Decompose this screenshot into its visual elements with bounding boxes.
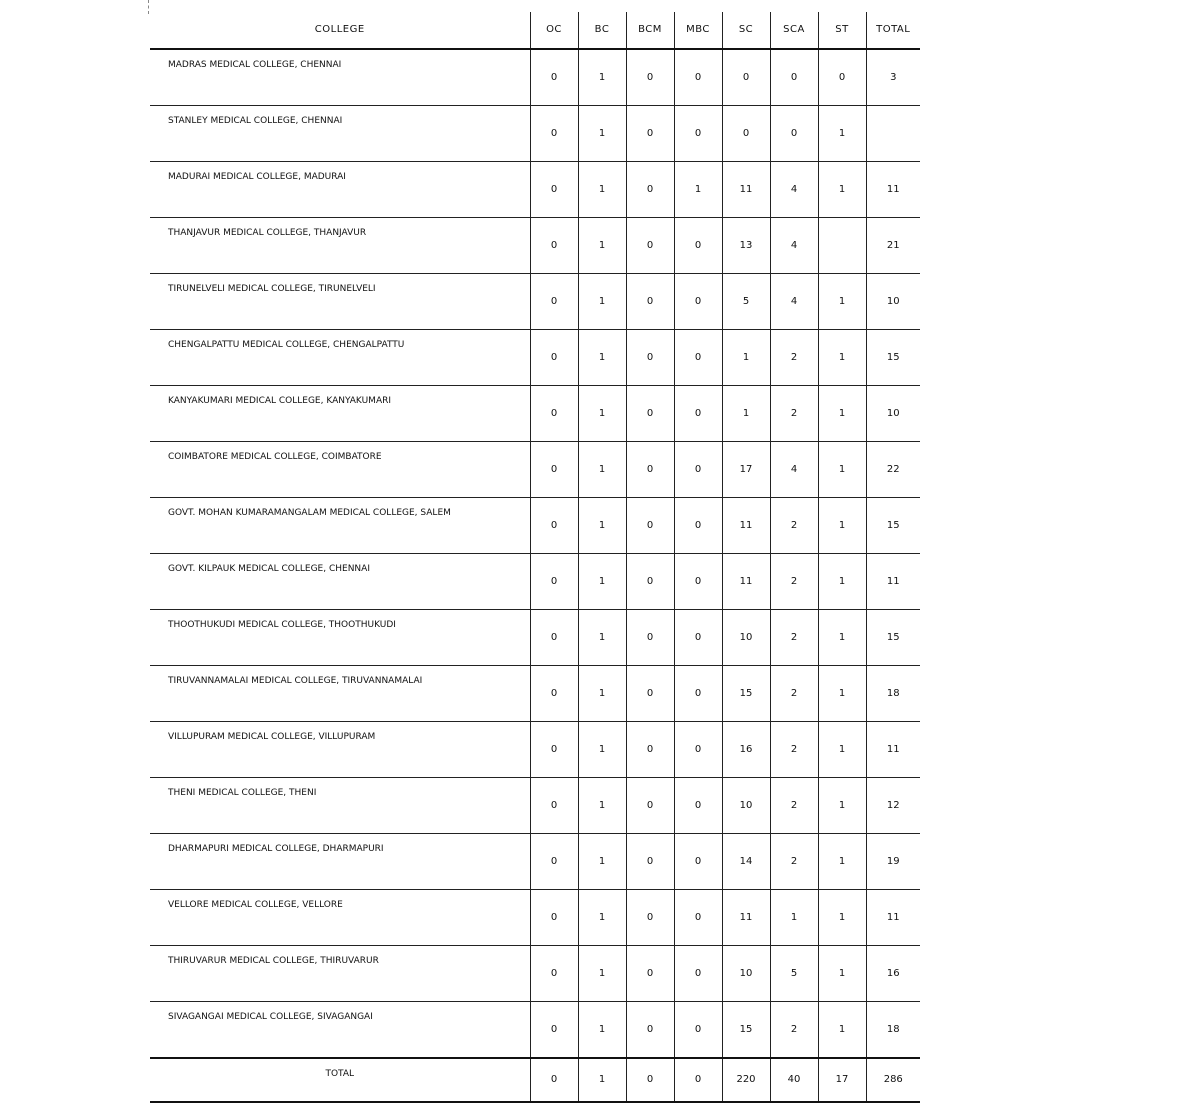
count-cell-oc: 0 xyxy=(530,554,578,610)
count-cell-sc: 11 xyxy=(722,162,770,218)
count-cell-oc: 0 xyxy=(530,330,578,386)
table-row xyxy=(150,1002,920,1059)
count-cell-bc: 1 xyxy=(578,890,626,946)
count-cell-oc: 0 xyxy=(530,666,578,722)
count-cell-oc: 0 xyxy=(530,498,578,554)
count-cell-st: 1 xyxy=(818,1002,866,1059)
count-cell-bcm: 0 xyxy=(626,49,674,106)
column-header-sc: SC xyxy=(722,12,770,49)
count-cell-oc: 0 xyxy=(530,890,578,946)
table-row xyxy=(150,834,920,890)
total-cell-sca: 40 xyxy=(770,1058,818,1102)
reservation-table-sheet xyxy=(150,12,920,1103)
count-cell-total: 12 xyxy=(866,778,920,834)
count-cell-total: 11 xyxy=(866,890,920,946)
count-cell-sc: 11 xyxy=(722,498,770,554)
count-cell-sca: 2 xyxy=(770,722,818,778)
count-cell-mbc: 0 xyxy=(674,554,722,610)
college-name-cell: THOOTHUKUDI MEDICAL COLLEGE, THOOTHUKUDI xyxy=(150,610,530,666)
total-label: TOTAL xyxy=(150,1058,530,1102)
column-header-bc: BC xyxy=(578,12,626,49)
table-row xyxy=(150,386,920,442)
count-cell-mbc: 0 xyxy=(674,834,722,890)
count-cell-sc: 10 xyxy=(722,610,770,666)
count-cell-bc: 1 xyxy=(578,778,626,834)
count-cell-mbc: 0 xyxy=(674,442,722,498)
column-header-college: COLLEGE xyxy=(150,12,530,49)
count-cell-sca: 2 xyxy=(770,610,818,666)
count-cell-mbc: 0 xyxy=(674,386,722,442)
count-cell-bcm: 0 xyxy=(626,1002,674,1059)
column-header-total: TOTAL xyxy=(866,12,920,49)
count-cell-st: 1 xyxy=(818,722,866,778)
count-cell-total: 10 xyxy=(866,386,920,442)
count-cell-sc: 10 xyxy=(722,946,770,1002)
total-cell-st: 17 xyxy=(818,1058,866,1102)
count-cell-bcm: 0 xyxy=(626,554,674,610)
count-cell-sca: 1 xyxy=(770,890,818,946)
college-name-cell: COIMBATORE MEDICAL COLLEGE, COIMBATORE xyxy=(150,442,530,498)
count-cell-sca: 2 xyxy=(770,498,818,554)
total-cell-bcm: 0 xyxy=(626,1058,674,1102)
count-cell-sca: 2 xyxy=(770,666,818,722)
count-cell-oc: 0 xyxy=(530,386,578,442)
count-cell-bcm: 0 xyxy=(626,330,674,386)
count-cell-st: 1 xyxy=(818,610,866,666)
count-cell-mbc: 0 xyxy=(674,498,722,554)
table-row xyxy=(150,554,920,610)
count-cell-total: 18 xyxy=(866,666,920,722)
college-name-cell: MADRAS MEDICAL COLLEGE, CHENNAI xyxy=(150,49,530,106)
count-cell-oc: 0 xyxy=(530,1002,578,1059)
count-cell-st: 1 xyxy=(818,778,866,834)
total-cell-total: 286 xyxy=(866,1058,920,1102)
count-cell-st: 1 xyxy=(818,162,866,218)
count-cell-bc: 1 xyxy=(578,946,626,1002)
count-cell-sc: 14 xyxy=(722,834,770,890)
count-cell-bcm: 0 xyxy=(626,946,674,1002)
count-cell-bc: 1 xyxy=(578,610,626,666)
count-cell-bcm: 0 xyxy=(626,218,674,274)
count-cell-total: 22 xyxy=(866,442,920,498)
college-name-cell: VILLUPURAM MEDICAL COLLEGE, VILLUPURAM xyxy=(150,722,530,778)
count-cell-st: 1 xyxy=(818,386,866,442)
total-cell-oc: 0 xyxy=(530,1058,578,1102)
count-cell-bcm: 0 xyxy=(626,106,674,162)
college-name-cell: KANYAKUMARI MEDICAL COLLEGE, KANYAKUMARI xyxy=(150,386,530,442)
count-cell-sca: 2 xyxy=(770,330,818,386)
table-row xyxy=(150,666,920,722)
count-cell-oc: 0 xyxy=(530,946,578,1002)
count-cell-st: 1 xyxy=(818,442,866,498)
count-cell-mbc: 0 xyxy=(674,778,722,834)
count-cell-total: 15 xyxy=(866,330,920,386)
column-header-oc: OC xyxy=(530,12,578,49)
count-cell-oc: 0 xyxy=(530,834,578,890)
table-row xyxy=(150,498,920,554)
count-cell-sc: 15 xyxy=(722,666,770,722)
count-cell-bc: 1 xyxy=(578,498,626,554)
count-cell-mbc: 0 xyxy=(674,890,722,946)
count-cell-sca: 4 xyxy=(770,218,818,274)
count-cell-sc: 10 xyxy=(722,778,770,834)
count-cell-mbc: 1 xyxy=(674,162,722,218)
count-cell-st: 1 xyxy=(818,946,866,1002)
count-cell-sc: 11 xyxy=(722,554,770,610)
college-name-cell: THANJAVUR MEDICAL COLLEGE, THANJAVUR xyxy=(150,218,530,274)
count-cell-mbc: 0 xyxy=(674,722,722,778)
count-cell-bcm: 0 xyxy=(626,834,674,890)
table-row xyxy=(150,722,920,778)
count-cell-sc: 0 xyxy=(722,49,770,106)
table-row xyxy=(150,218,920,274)
count-cell-oc: 0 xyxy=(530,274,578,330)
table-row xyxy=(150,442,920,498)
table-row xyxy=(150,890,920,946)
count-cell-bc: 1 xyxy=(578,49,626,106)
college-name-cell: MADURAI MEDICAL COLLEGE, MADURAI xyxy=(150,162,530,218)
table-row xyxy=(150,162,920,218)
count-cell-sca: 4 xyxy=(770,442,818,498)
count-cell-bc: 1 xyxy=(578,274,626,330)
count-cell-st: 1 xyxy=(818,330,866,386)
college-name-cell: STANLEY MEDICAL COLLEGE, CHENNAI xyxy=(150,106,530,162)
table-row xyxy=(150,946,920,1002)
count-cell-mbc: 0 xyxy=(674,218,722,274)
total-cell-bc: 1 xyxy=(578,1058,626,1102)
count-cell-total xyxy=(866,106,920,162)
count-cell-bcm: 0 xyxy=(626,666,674,722)
count-cell-total: 11 xyxy=(866,162,920,218)
count-cell-bc: 1 xyxy=(578,442,626,498)
count-cell-sca: 0 xyxy=(770,49,818,106)
count-cell-sca: 2 xyxy=(770,386,818,442)
count-cell-bc: 1 xyxy=(578,834,626,890)
count-cell-mbc: 0 xyxy=(674,610,722,666)
count-cell-oc: 0 xyxy=(530,49,578,106)
college-name-cell: VELLORE MEDICAL COLLEGE, VELLORE xyxy=(150,890,530,946)
table-row xyxy=(150,106,920,162)
college-name-cell: THENI MEDICAL COLLEGE, THENI xyxy=(150,778,530,834)
count-cell-bc: 1 xyxy=(578,554,626,610)
count-cell-sc: 11 xyxy=(722,890,770,946)
count-cell-total: 18 xyxy=(866,1002,920,1059)
count-cell-total: 11 xyxy=(866,554,920,610)
count-cell-bcm: 0 xyxy=(626,778,674,834)
count-cell-oc: 0 xyxy=(530,442,578,498)
count-cell-mbc: 0 xyxy=(674,49,722,106)
table-row xyxy=(150,778,920,834)
count-cell-bcm: 0 xyxy=(626,610,674,666)
count-cell-mbc: 0 xyxy=(674,274,722,330)
count-cell-oc: 0 xyxy=(530,610,578,666)
count-cell-sca: 2 xyxy=(770,1002,818,1059)
count-cell-sc: 15 xyxy=(722,1002,770,1059)
count-cell-oc: 0 xyxy=(530,218,578,274)
count-cell-oc: 0 xyxy=(530,778,578,834)
total-cell-mbc: 0 xyxy=(674,1058,722,1102)
count-cell-bc: 1 xyxy=(578,722,626,778)
college-name-cell: GOVT. KILPAUK MEDICAL COLLEGE, CHENNAI xyxy=(150,554,530,610)
count-cell-sc: 1 xyxy=(722,330,770,386)
total-cell-sc: 220 xyxy=(722,1058,770,1102)
count-cell-bc: 1 xyxy=(578,106,626,162)
college-seat-table xyxy=(150,12,920,1103)
college-name-cell: SIVAGANGAI MEDICAL COLLEGE, SIVAGANGAI xyxy=(150,1002,530,1059)
count-cell-oc: 0 xyxy=(530,106,578,162)
count-cell-mbc: 0 xyxy=(674,946,722,1002)
count-cell-st: 1 xyxy=(818,890,866,946)
count-cell-st xyxy=(818,218,866,274)
count-cell-mbc: 0 xyxy=(674,330,722,386)
count-cell-total: 15 xyxy=(866,498,920,554)
table-row xyxy=(150,330,920,386)
count-cell-sc: 17 xyxy=(722,442,770,498)
table-row xyxy=(150,49,920,106)
count-cell-mbc: 0 xyxy=(674,1002,722,1059)
count-cell-total: 15 xyxy=(866,610,920,666)
count-cell-st: 1 xyxy=(818,554,866,610)
count-cell-bc: 1 xyxy=(578,218,626,274)
college-name-cell: TIRUNELVELI MEDICAL COLLEGE, TIRUNELVELI xyxy=(150,274,530,330)
count-cell-oc: 0 xyxy=(530,162,578,218)
count-cell-st: 1 xyxy=(818,834,866,890)
count-cell-bcm: 0 xyxy=(626,274,674,330)
count-cell-sc: 1 xyxy=(722,386,770,442)
college-name-cell: GOVT. MOHAN KUMARAMANGALAM MEDICAL COLLEGE, SALEM xyxy=(150,498,530,554)
count-cell-st: 1 xyxy=(818,106,866,162)
college-name-cell: TIRUVANNAMALAI MEDICAL COLLEGE, TIRUVANNAMALAI xyxy=(150,666,530,722)
count-cell-mbc: 0 xyxy=(674,106,722,162)
count-cell-total: 19 xyxy=(866,834,920,890)
count-cell-sc: 16 xyxy=(722,722,770,778)
count-cell-bcm: 0 xyxy=(626,162,674,218)
count-cell-bc: 1 xyxy=(578,386,626,442)
column-header-mbc: MBC xyxy=(674,12,722,49)
count-cell-bc: 1 xyxy=(578,666,626,722)
count-cell-st: 1 xyxy=(818,274,866,330)
count-cell-sc: 0 xyxy=(722,106,770,162)
count-cell-sca: 2 xyxy=(770,554,818,610)
count-cell-sca: 2 xyxy=(770,778,818,834)
count-cell-mbc: 0 xyxy=(674,666,722,722)
count-cell-sc: 13 xyxy=(722,218,770,274)
column-header-st: ST xyxy=(818,12,866,49)
table-row xyxy=(150,274,920,330)
count-cell-total: 10 xyxy=(866,274,920,330)
count-cell-bcm: 0 xyxy=(626,386,674,442)
count-cell-sca: 4 xyxy=(770,162,818,218)
count-cell-bcm: 0 xyxy=(626,498,674,554)
column-header-sca: SCA xyxy=(770,12,818,49)
count-cell-bcm: 0 xyxy=(626,722,674,778)
college-name-cell: THIRUVARUR MEDICAL COLLEGE, THIRUVARUR xyxy=(150,946,530,1002)
count-cell-sca: 5 xyxy=(770,946,818,1002)
count-cell-sca: 4 xyxy=(770,274,818,330)
college-name-cell: DHARMAPURI MEDICAL COLLEGE, DHARMAPURI xyxy=(150,834,530,890)
count-cell-sca: 0 xyxy=(770,106,818,162)
count-cell-bc: 1 xyxy=(578,162,626,218)
count-cell-total: 16 xyxy=(866,946,920,1002)
total-row xyxy=(150,1058,920,1102)
count-cell-total: 3 xyxy=(866,49,920,106)
count-cell-st: 0 xyxy=(818,49,866,106)
count-cell-st: 1 xyxy=(818,498,866,554)
count-cell-sc: 5 xyxy=(722,274,770,330)
count-cell-bcm: 0 xyxy=(626,890,674,946)
college-name-cell: CHENGALPATTU MEDICAL COLLEGE, CHENGALPATTU xyxy=(150,330,530,386)
column-header-bcm: BCM xyxy=(626,12,674,49)
count-cell-total: 11 xyxy=(866,722,920,778)
table-header-row xyxy=(150,12,920,49)
table-row xyxy=(150,610,920,666)
count-cell-oc: 0 xyxy=(530,722,578,778)
count-cell-total: 21 xyxy=(866,218,920,274)
count-cell-bcm: 0 xyxy=(626,442,674,498)
count-cell-bc: 1 xyxy=(578,330,626,386)
count-cell-bc: 1 xyxy=(578,1002,626,1059)
count-cell-st: 1 xyxy=(818,666,866,722)
count-cell-sca: 2 xyxy=(770,834,818,890)
